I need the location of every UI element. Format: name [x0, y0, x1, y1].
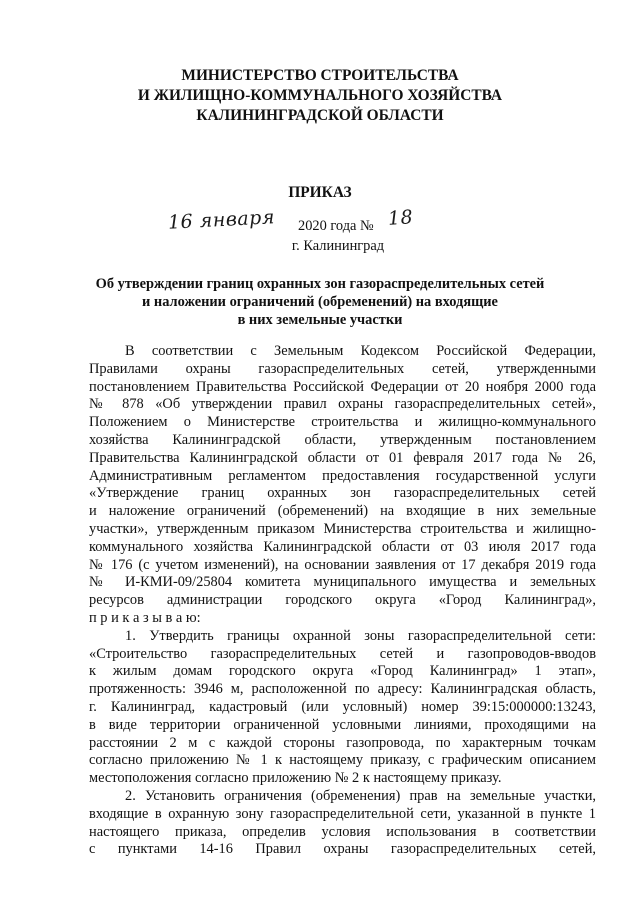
body-line: настоящего приказа, определив условия использования в соответствии: [89, 823, 596, 840]
body-line: Правилами охраны газораспределительных сетей, утвержденными: [89, 360, 596, 377]
body-line: с пунктами 14-16 Правил охраны газораспределительных сетей,: [89, 841, 596, 858]
subject-line-1: Об утверждении границ охранных зон газораспределительных сетей: [95, 276, 545, 292]
body-line: В соответствии с Земельным Кодексом Российской Федерации,: [125, 343, 596, 359]
body-line: 2. Установить ограничения (обременения) прав на земельные участки,: [125, 787, 596, 804]
body-line: и наложение ограничений (обременений) на входящие в них земельные: [89, 503, 596, 520]
body-line: протяженность: 3946 м, расположенной по адресу: Калининградская область,: [89, 681, 596, 698]
order-title: ПРИКАЗ: [288, 184, 352, 201]
handwritten-order-number: 18: [387, 206, 414, 230]
body-line: хозяйства Калининградской области, утвержденным постановлением: [89, 431, 596, 448]
city-name: г. Калининград: [291, 238, 385, 254]
body-line: № 176 (с учетом изменений), на основании заявления от 17 декабря 2019 года: [89, 556, 596, 573]
body-line: Административным регламентом предоставления государственной услуги: [89, 467, 596, 484]
body-line: п р и к а з ы в а ю:: [89, 609, 201, 626]
body-line: местоположения согласно приложению № 2 к настоящему приказу.: [89, 770, 502, 787]
ministry-header: [0, 66, 640, 126]
body-line: «Утверждение границ охранных зон газораспределительных сетей: [89, 485, 596, 502]
printed-year: 2020 года №: [298, 218, 374, 234]
body-line: Положением о Министерстве строительства и жилищно-коммунального: [89, 414, 596, 431]
handwritten-date: 16 января: [167, 206, 276, 234]
body-line: Правительства Калининградской области от 01 февраля 2017 года № 26,: [89, 449, 596, 466]
body-line: г. Калининград, кадастровый (или условный) номер 39:15:000000:13243,: [89, 698, 596, 715]
body-line: к жилым домам городского округа «Город Калининград» 1 этап»,: [89, 663, 596, 680]
body-line: № 878 «Об утверждении правил охраны газораспределительных сетей»,: [89, 396, 596, 413]
body-line: согласно приложению № 1 к настоящему приказу, с графическим описанием: [89, 752, 596, 769]
ministry-header-line-2: И ЖИЛИЩНО-КОММУНАЛЬНОГО ХОЗЯЙСТВА: [137, 87, 503, 104]
body-line: входящие в охранную зону газораспределительной сети, указанной в пункте 1: [89, 805, 596, 822]
body-line: «Строительство газораспределительных сетей и газопроводов-вводов: [89, 645, 596, 662]
body-line: 1. Утвердить границы охранной зоны газораспределительной сети:: [125, 627, 596, 644]
subject-line-3: в них земельные участки: [237, 312, 403, 328]
order-body: [89, 343, 596, 859]
order-dateline: [0, 206, 640, 238]
body-line: № И-КМИ-09/25804 комитета муниципального имущества и земельных: [89, 574, 596, 591]
body-line: расстоянии 2 м с каждой стороны газопровода, по характерным точкам: [89, 734, 596, 751]
body-line: постановлением Правительства Российской Федерации от 20 ноября 2000 года: [89, 378, 596, 395]
subject-line-2: и наложении ограничений (обременений) на входящие: [142, 294, 498, 310]
ministry-header-line-3: КАЛИНИНГРАДСКОЙ ОБЛАСТИ: [196, 107, 444, 124]
order-subject: [0, 275, 640, 329]
body-line: участки», утвержденным приказом Министерства строительства и жилищно-: [89, 520, 596, 537]
body-line: ресурсов администрации городского округа «Город Калининград»,: [89, 592, 596, 609]
ministry-header-line-1: МИНИСТЕРСТВО СТРОИТЕЛЬСТВА: [181, 67, 459, 84]
body-line: коммунального хозяйства Калининградской области от 03 июля 2017 года: [89, 538, 596, 555]
body-line: в виде территории ограниченной условными линиями, проходящими на: [89, 716, 596, 733]
